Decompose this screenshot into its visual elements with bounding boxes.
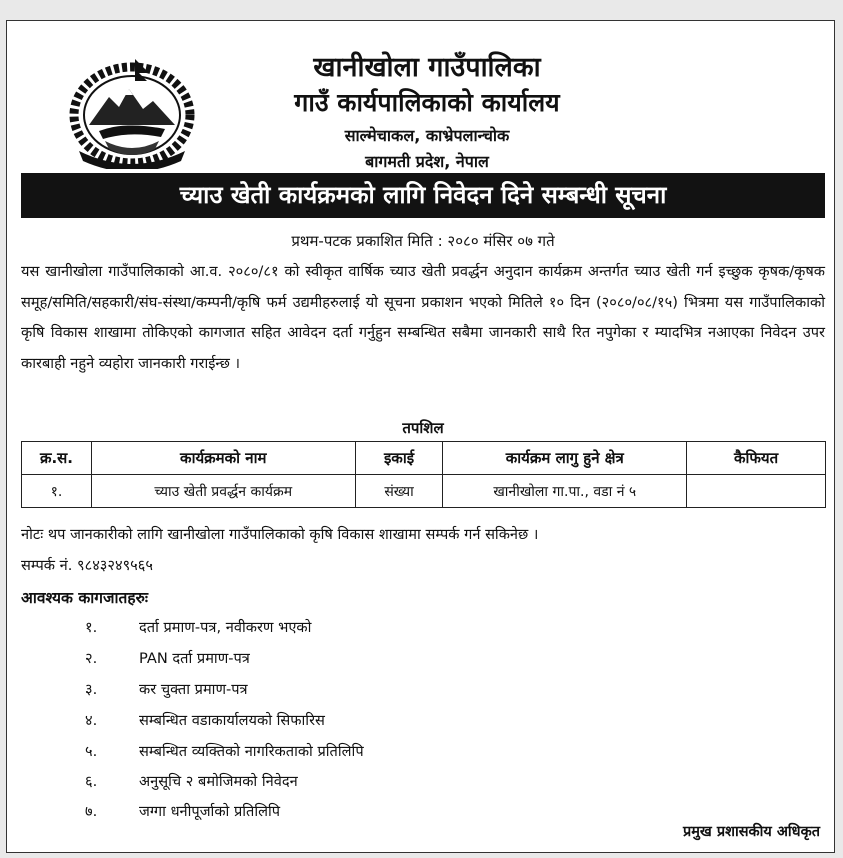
list-item-number: ४. xyxy=(85,712,98,729)
list-item-number: ३. xyxy=(85,681,98,698)
contact-number: सम्पर्क नं. ९८४३२४९५६५ xyxy=(21,557,153,574)
header-area: कार्यक्रम लागु हुने क्षेत्र xyxy=(443,442,687,475)
header-serial: क्र.स. xyxy=(22,442,92,475)
list-item-text: जग्गा धनीपूर्जाको प्रतिलिपि xyxy=(139,803,281,820)
office-title: गाउँ कार्यपालिकाको कार्यालय xyxy=(294,88,560,117)
table-header-row xyxy=(22,442,826,475)
list-item-text: अनुसूचि २ बमोजिमको निवेदन xyxy=(139,773,298,790)
cell-unit: संख्या xyxy=(355,475,443,508)
header-program-name: कार्यक्रमको नाम xyxy=(91,442,355,475)
cell-program-name: च्याउ खेती प्रवर्द्धन कार्यक्रम xyxy=(91,475,355,508)
note-text: नोटः थप जानकारीको लागि खानीखोला गाउँपालिकाको कृषि विकास शाखामा सम्पर्क गर्न सकिनेछ । xyxy=(21,526,539,543)
signature-title: प्रमुख प्रशासकीय अधिकृत xyxy=(683,824,820,840)
list-item-text: PAN दर्ता प्रमाण-पत्र xyxy=(139,650,250,667)
list-item-number: ६. xyxy=(85,773,98,790)
list-item-number: ५. xyxy=(85,743,98,760)
header-remarks: कैफियत xyxy=(687,442,826,475)
cell-area: खानीखोला गा.पा., वडा नं ५ xyxy=(443,475,687,508)
list-item-text: दर्ता प्रमाण-पत्र, नवीकरण भएको xyxy=(139,619,312,636)
schedule-title: तपशिल xyxy=(402,419,444,437)
table-row xyxy=(22,475,826,508)
notice-body: यस खानीखोला गाउँपालिकाको आ.व. २०८०/८१ को स्वीकृत वार्षिक च्याउ खेती प्रवर्द्धन अनुदान कार्यक्रम अन्तर्गत च्याउ खेती गर्न इच्छुक कृषक/कृषक समूह/समिति/सहकारी/संघ-संस्था/कम्पनी/कृषि फर्म उद्यमीहरुलाई यो सूचना प्रकाशन भएको मितिले १० दिन (२०८०/०८/१५) भित्रमा यस गाउँपालिकाको कृषि विकास शाखामा तोकिएको कागजात सहित आवेदन दर्ता गर्नुहुन सम्बन्धित सबैमा जानकारी साथै रित नपुगेका र म्यादभित्र नआएका निवेदन उपर कारबाही नहुने व्यहोरा जानकारी गराईन्छ । xyxy=(21,263,825,372)
list-item-text: कर चुक्ता प्रमाण-पत्र xyxy=(139,681,248,698)
list-item-text: सम्बन्धित वडाकार्यालयको सिफारिस xyxy=(139,712,325,729)
header-unit: इकाई xyxy=(355,442,443,475)
cell-serial: १. xyxy=(22,475,92,508)
list-item-text: सम्बन्धित व्यक्तिको नागरिकताको प्रतिलिपि xyxy=(139,743,364,760)
list-item-number: १. xyxy=(85,619,98,636)
municipality-title: खानीखोला गाउँपालिका xyxy=(313,52,541,83)
schedule-table xyxy=(21,441,826,508)
documents-heading: आवश्यक कागजातहरुः xyxy=(21,589,148,607)
office-address: साल्मेचाकल, काभ्रेपलान्चोक xyxy=(344,126,510,145)
list-item-number: ७. xyxy=(85,803,98,820)
cell-remarks xyxy=(687,475,826,508)
publish-date: प्रथम-पटक प्रकाशित मिति : २०८० मंसिर ०७ गते xyxy=(291,232,555,250)
nepal-government-emblem-icon xyxy=(65,51,199,169)
notice-banner: च्याउ खेती कार्यक्रमको लागि निवेदन दिने सम्बन्धी सूचना xyxy=(21,173,825,218)
list-item-number: २. xyxy=(85,650,98,667)
notice-frame xyxy=(6,20,835,853)
province-name: बागमती प्रदेश, नेपाल xyxy=(365,152,489,171)
